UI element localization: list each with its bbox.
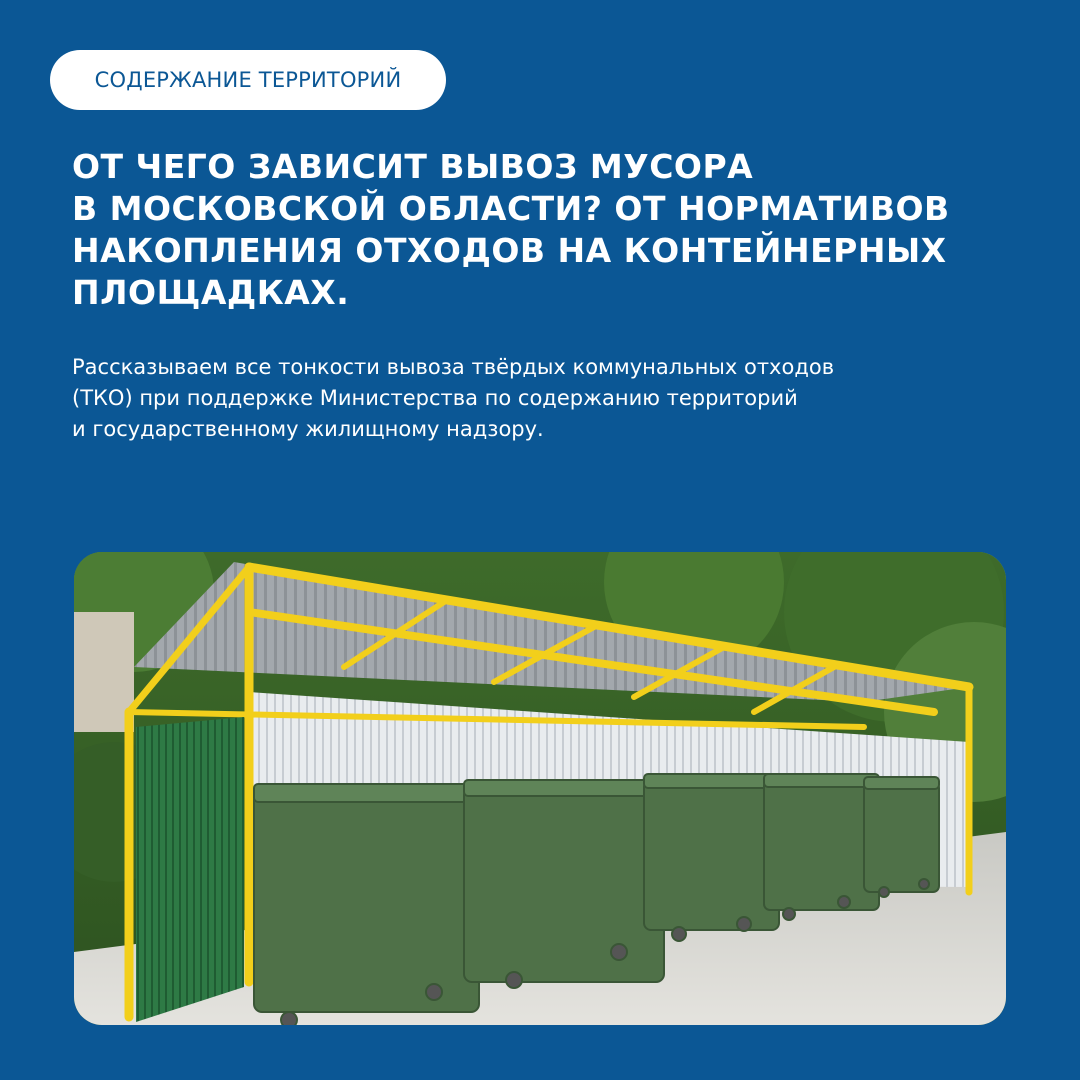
- container: [644, 774, 779, 941]
- category-tag: [50, 50, 446, 110]
- subtitle-line: (ТКО) при поддержке Министерства по содержанию территорий: [72, 386, 798, 410]
- container: [464, 780, 664, 988]
- headline-line: В МОСКОВСКОЙ ОБЛАСТИ? ОТ НОРМАТИВОВ: [72, 189, 950, 228]
- headline: [72, 146, 972, 314]
- category-tag-label: СОДЕРЖАНИЕ ТЕРРИТОРИЙ: [94, 68, 402, 92]
- container: [864, 777, 939, 897]
- container: [254, 784, 479, 1025]
- headline-line: ПЛОЩАДКАХ.: [72, 273, 350, 312]
- subtitle-line: Рассказываем все тонкости вывоза твёрдых коммунальных отходов: [72, 355, 835, 379]
- headline-line: ОТ ЧЕГО ЗАВИСИТ ВЫВОЗ МУСОРА: [72, 147, 754, 186]
- side-panel: [136, 717, 244, 1022]
- subtitle: [72, 352, 1022, 445]
- container: [764, 774, 879, 920]
- subtitle-line: и государственному жилищному надзору.: [72, 417, 544, 441]
- headline-line: НАКОПЛЕНИЯ ОТХОДОВ НА КОНТЕЙНЕРНЫХ: [72, 231, 947, 270]
- container-site-photo: [74, 552, 1006, 1025]
